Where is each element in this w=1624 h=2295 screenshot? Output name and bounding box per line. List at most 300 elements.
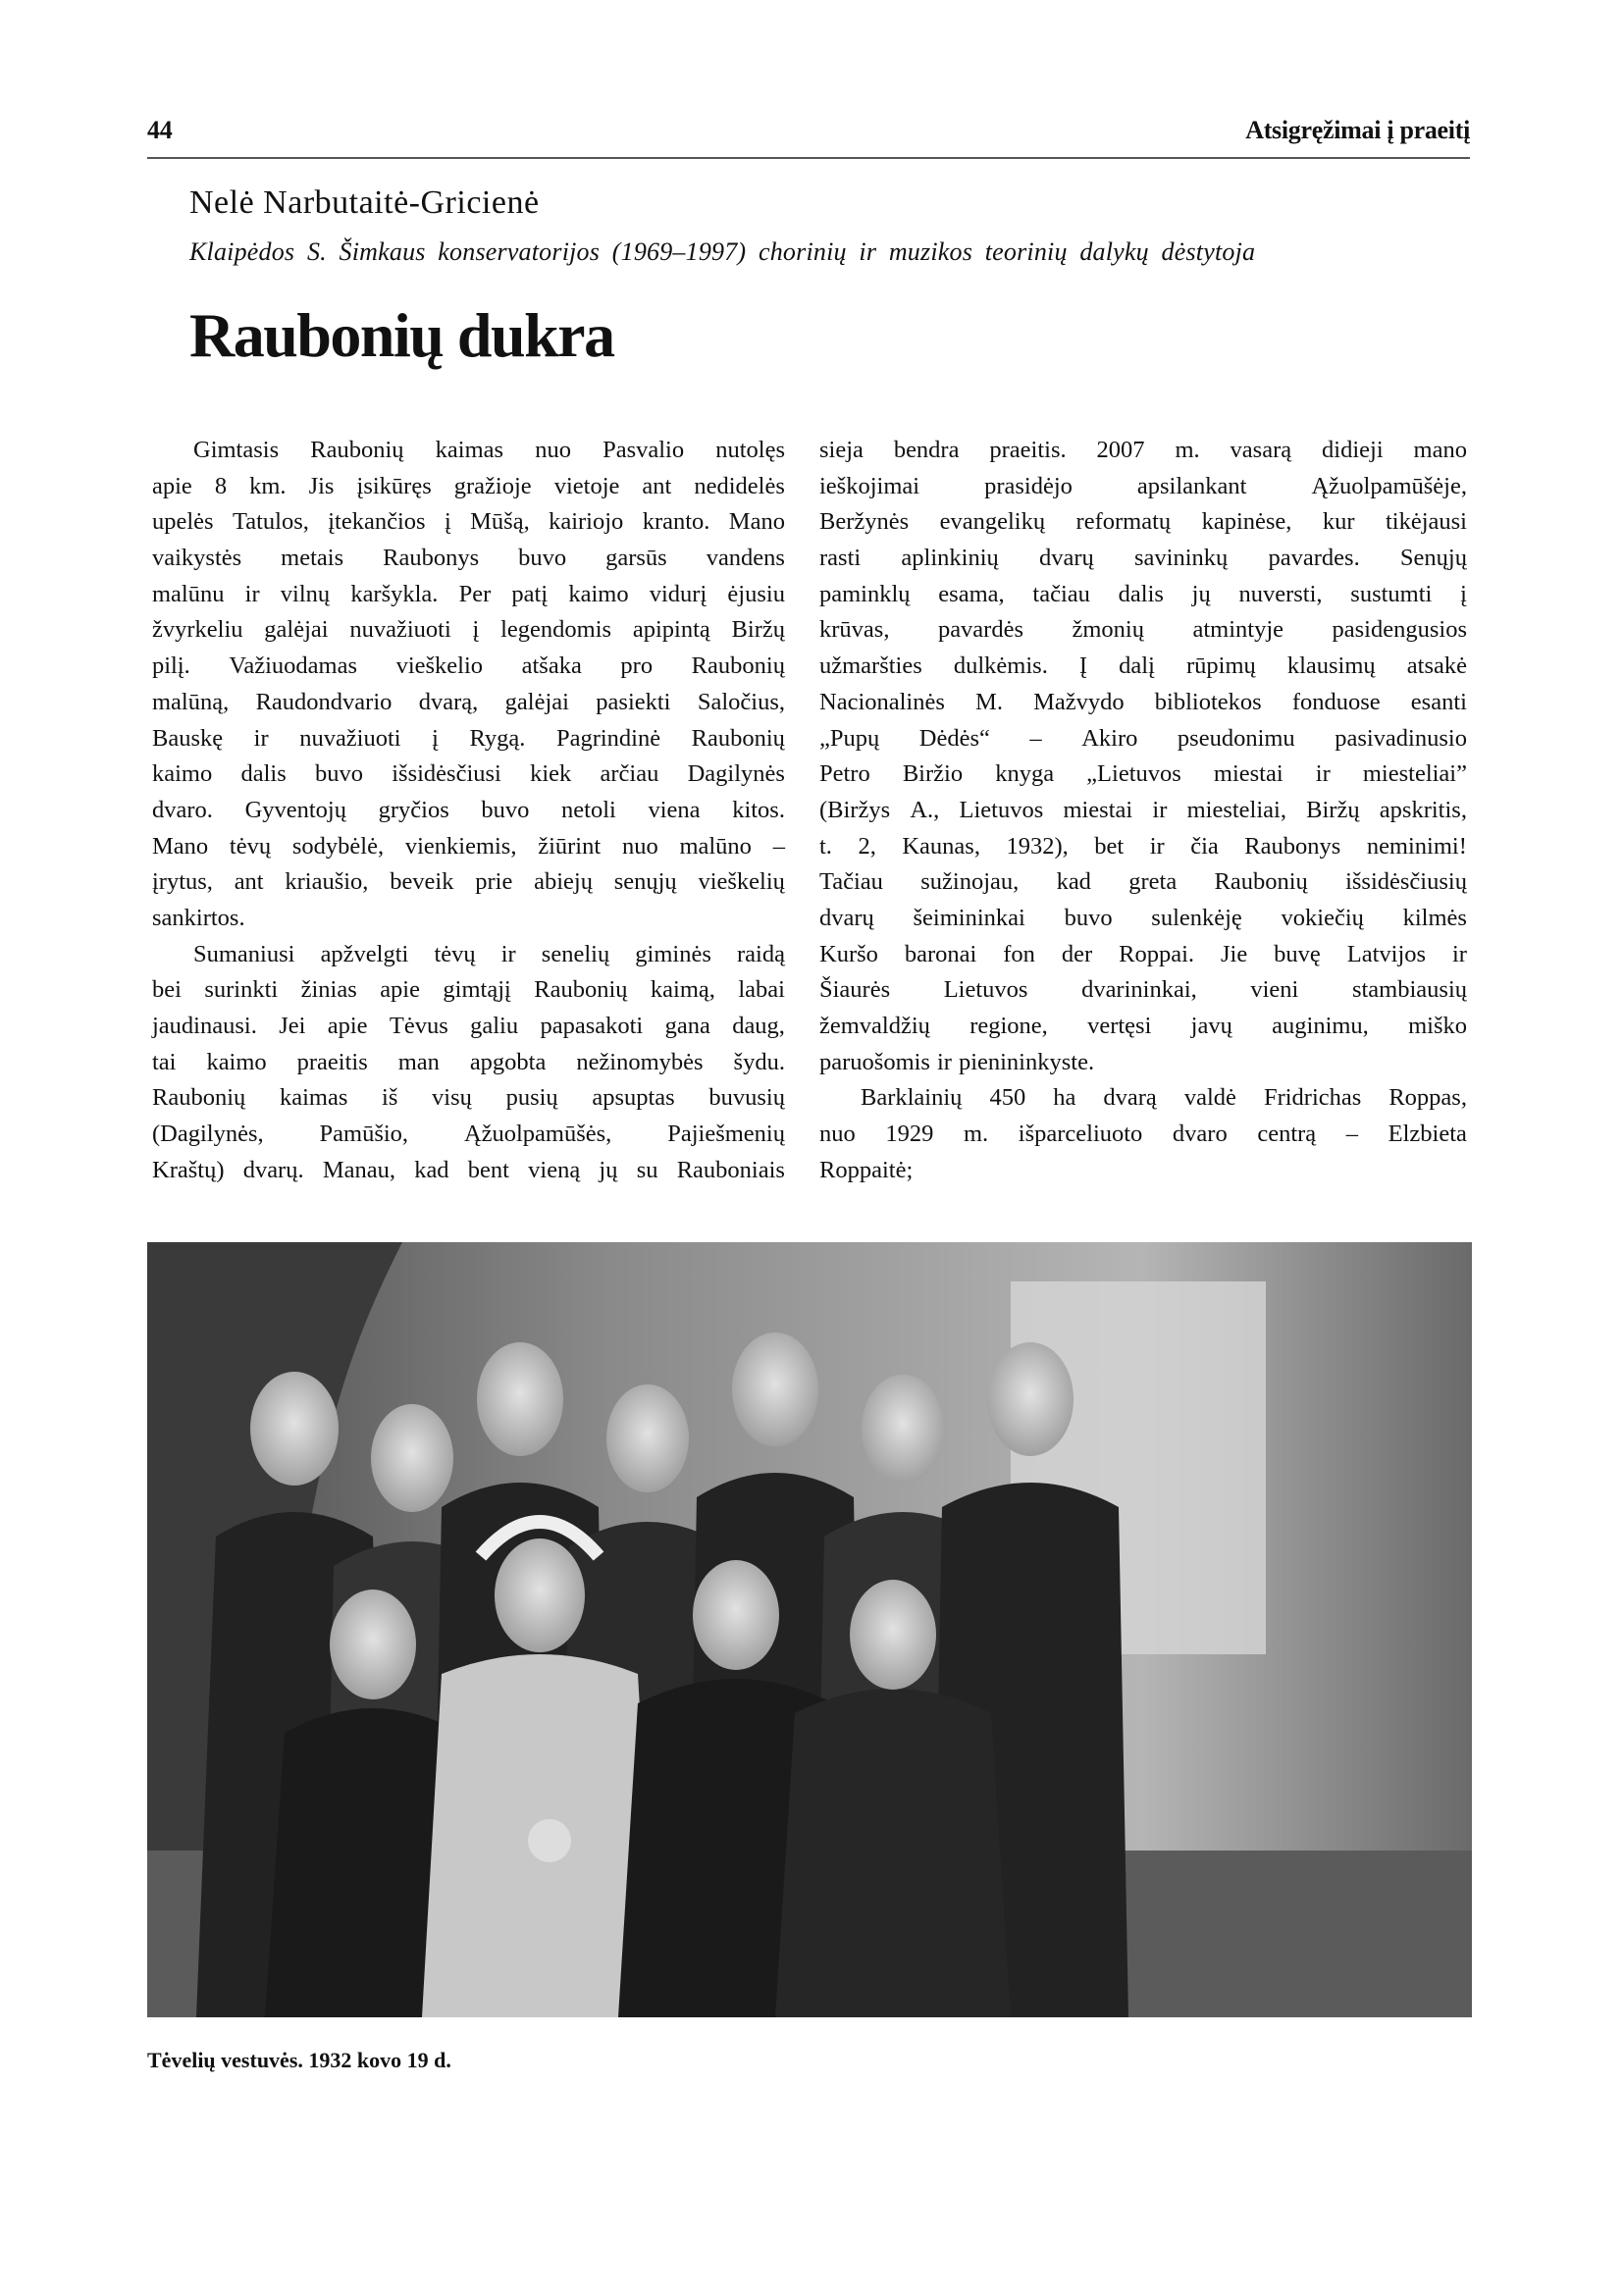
word: baronai [904,940,977,967]
word: įrytus, [152,868,213,896]
word: tėvų [229,832,272,860]
word: javų [1190,1013,1232,1039]
word: sulenkėję [1151,904,1242,931]
word: Mano [152,832,209,860]
word: kapinėse, [1201,508,1292,536]
word: viena [648,796,701,823]
word: nežinomybės [576,1048,704,1075]
word: vieškelio [395,652,484,680]
word: Biržio [902,760,964,788]
word: Petro [819,760,870,788]
word: – [1345,1121,1359,1148]
word: užmaršties [819,652,922,680]
author-name: Nelė Narbutaitė-Gricienė [189,184,540,221]
word: Beržynės [819,508,910,536]
word: kur [1322,508,1355,536]
word: Roppas, [1388,1084,1467,1112]
word: vienkiemis, [404,832,517,860]
text-line [819,901,1467,937]
word: ėjusiu [727,580,785,607]
word: giminės [635,940,711,967]
word: nuvažiuoti [299,724,401,752]
word: 450 [989,1084,1026,1112]
text-line [152,612,785,649]
word: Roppai. [1119,940,1195,967]
word: išsidėsčiusi [392,760,501,788]
text-line [152,1009,785,1045]
word: Mano [728,508,785,536]
word: m. [1175,437,1200,463]
word: atšaka [521,652,582,680]
word: Raubonių [534,976,628,1004]
word: pavardės [937,616,1024,644]
word: Raudondvario [255,688,393,715]
text-line [152,1045,785,1081]
word: Elzbieta [1388,1121,1467,1148]
word: kaimo [152,760,213,788]
text-line [819,1080,1467,1117]
word: Į [1078,652,1088,680]
text-line [819,649,1467,685]
word: tėvų [434,940,476,967]
word: dvaro. [152,796,213,823]
word: nuversti, [1238,580,1323,607]
word: evangelikų [939,508,1046,536]
word: Manau, [322,1156,395,1183]
word: miesteliai, [1186,796,1286,823]
word: dvarų [819,904,874,931]
word: dvarą, [418,688,479,715]
word: pienininkyste. [958,1048,1095,1075]
word: kaimo [206,1048,267,1075]
word: stambiausių [1351,976,1467,1004]
word: vieškelių [698,868,785,896]
word: nuo [819,1121,856,1148]
word: Lietuvos [943,976,1028,1004]
word: (Dagilynės, [152,1121,264,1148]
word: kaimo [568,580,629,607]
word: jaudinausi. [152,1013,257,1039]
word: Rauboniais [676,1156,785,1183]
word: nuo [621,832,658,860]
word: dalį [1119,652,1155,680]
word: praeitis [296,1048,368,1075]
word: ir [936,1048,952,1075]
word: kad [1056,868,1091,896]
word: Šiaurės [819,976,891,1004]
word: regione, [969,1013,1048,1039]
word: kilmės [1402,904,1467,931]
text-line [152,937,785,973]
word: Fridrichas [1263,1084,1362,1112]
word: tikėjausi [1385,508,1467,536]
word: atmintyje [1192,616,1284,644]
author-affiliation: Klaipėdos S. Šimkaus konservatorijos (1969–1997) chorinių ir muzikos teorinių dalykų dėstytoja [189,237,1256,266]
word: žinias [300,976,357,1004]
word: miestai [1063,796,1133,823]
word: patį [511,580,549,607]
word: buvę [1274,940,1321,967]
word: bendra [893,437,960,463]
word: Biržų [731,616,785,644]
word: pasidengusios [1332,616,1467,644]
word: visų [432,1084,472,1112]
word: vietoje [553,472,620,499]
text-line [152,901,785,937]
word: Nacionalinės [819,688,945,715]
word: Pasvalio [602,437,685,463]
word: šydu. [733,1048,785,1075]
text-line [152,433,785,469]
word: upelės [152,508,214,536]
word: paruošomis [819,1048,930,1075]
word: sustumti [1350,580,1433,607]
word: kiek [530,760,572,788]
word: ant [642,472,672,499]
word: kairiojo [549,508,624,536]
word: ir [1149,832,1165,860]
word: malūno [679,832,752,860]
word: – [772,832,785,860]
word: vasarą [1230,437,1292,463]
text-line [152,756,785,793]
word: rūpimų [1185,652,1256,680]
photo-image [147,1242,1472,2017]
word: Rygą. [469,724,526,752]
word: dalis [1118,580,1164,607]
word: Ąžuolpamūšės, [463,1121,612,1148]
word: Gimtasis [193,437,280,463]
word: čia [1190,832,1219,860]
word: aplinkinių [901,545,999,572]
word: – [1029,724,1042,752]
word: 1932), [1006,832,1069,860]
word: vidurį [649,580,707,607]
text-line [819,972,1467,1009]
word: vilnų [280,580,331,607]
word: dvaro [1172,1121,1228,1148]
word: 8 [214,472,228,499]
word: apgobta [469,1048,547,1075]
word: įtekančios [328,508,426,536]
word: kaimas [279,1084,348,1112]
word: km. [249,472,287,499]
text-line [819,864,1467,901]
word: esama, [938,580,1005,607]
word: Bauskę [152,724,224,752]
word: sankirtos. [152,904,245,931]
word: senelių [541,940,610,967]
word: Jie [1221,940,1248,967]
word: prie [475,868,513,896]
word: ha [1053,1084,1076,1112]
word: į [444,508,451,536]
text-line [819,541,1467,577]
text-line [819,612,1467,649]
word: apie [380,976,420,1004]
text-line [819,1009,1467,1045]
word: tai [152,1048,177,1075]
word: papasakoti [540,1013,644,1039]
word: pseudonimu [1177,724,1295,752]
text-line [152,469,785,505]
text-line [819,756,1467,793]
word: Sumaniusi [193,940,295,967]
word: abiejų [534,868,593,896]
word: Ąžuolpamūšėje, [1311,472,1467,499]
word: buvusių [708,1084,785,1112]
word: dulkėmis. [953,652,1048,680]
word: netoli [561,796,616,823]
word: A., [910,796,940,823]
text-line [819,433,1467,469]
text-line [152,721,785,757]
word: Lietuvos [959,796,1044,823]
text-line [152,1153,785,1189]
word: praeitis. [989,437,1067,463]
word: M. [975,688,1003,715]
word: galiu [470,1013,519,1039]
word: greta [1128,868,1178,896]
word: man [397,1048,440,1075]
text-line [152,1080,785,1117]
text-line [819,1153,1467,1189]
text-line [819,685,1467,721]
word: į [472,616,480,644]
word: karšykla. [350,580,439,607]
word: klausimų [1286,652,1376,680]
word: Latvijos [1346,940,1427,967]
word: išparceliuoto [1018,1121,1143,1148]
word: ir [244,580,260,607]
word: pasiekti [596,688,671,715]
word: pavardes. [1268,545,1360,572]
text-column-right [819,433,1467,1188]
word: der [1061,940,1093,967]
word: Pamūšio, [319,1121,409,1148]
word: galėjai [264,616,329,644]
word: reformatų [1075,508,1172,536]
word: Kuršo [819,940,878,967]
word: Tačiau [819,868,883,896]
word: ieškojimai [819,472,920,499]
word: dvarą [1103,1084,1157,1112]
word: bibliotekos [1154,688,1262,715]
word: Raubonių [691,652,785,680]
word: nutolęs [715,437,785,463]
word: žiūrint [538,832,602,860]
word: Pagrindinė [555,724,661,752]
word: valdė [1183,1084,1236,1112]
word: Saločius, [697,688,785,715]
word: garsūs [605,545,667,572]
word: savininkų [1134,545,1229,572]
word: į [432,724,439,752]
word: pilį. [152,652,190,680]
page-number: 44 [147,116,173,144]
word: legendomis [500,616,612,644]
word: Jei [279,1013,306,1039]
text-line [152,972,785,1009]
word: Tatulos, [232,508,309,536]
word: krūvas, [819,616,890,644]
word: Važiuodamas [229,652,357,680]
word: vieną [528,1156,581,1183]
text-line [819,721,1467,757]
word: Mūšą, [470,508,530,536]
word: apžvelgti [320,940,409,967]
word: atsakė [1406,652,1467,680]
word: sieja [819,437,864,463]
word: Raubonių [152,1084,246,1112]
word: ir [253,724,269,752]
word: apsilankant [1136,472,1247,499]
word: gryčios [378,796,449,823]
word: arčiau [600,760,659,788]
word: Dagilynės [687,760,785,788]
word: Kaunas, [902,832,980,860]
word: surinkti [204,976,279,1004]
word: apie [152,472,192,499]
text-line [152,685,785,721]
word: m. [963,1121,989,1148]
word: auginimu, [1272,1013,1369,1039]
word: prasidėjo [984,472,1073,499]
word: dvarų [1038,545,1094,572]
word: Kraštų) [152,1156,225,1183]
word: senųjų [613,868,677,896]
text-line [819,577,1467,613]
text-line [152,541,785,577]
text-line [819,937,1467,973]
word: buvo [315,760,363,788]
word: vaikystės [152,545,242,572]
word: sužinojau, [920,868,1020,896]
word: su [636,1156,658,1183]
text-line [152,1117,785,1153]
word: ir [1315,760,1331,788]
word: buvo [481,796,530,823]
photo-caption: Tėvelių vestuvės. 1932 kovo 19 d. [147,2048,451,2072]
word: bent [467,1156,509,1183]
word: Raubonys [383,545,480,572]
word: metais [281,545,344,572]
word: Raubonių [1214,868,1308,896]
word: nuvažiuoti [349,616,451,644]
word: apie [327,1013,368,1039]
word: beveik [390,868,454,896]
word: kad [414,1156,449,1183]
text-line [152,864,785,901]
word: žemvaldžių [819,1013,930,1039]
text-line [152,793,785,829]
word: Roppaitė; [819,1156,914,1183]
word: Biržų [1306,796,1360,823]
word: kaimą, [650,976,715,1004]
word: Jis [308,472,335,499]
word: daug, [732,1013,785,1039]
word: dalis [240,760,287,788]
word: iš [382,1084,398,1112]
word: kaimas [435,437,504,463]
word: mano [1413,437,1467,463]
word: pasivadinusio [1335,724,1467,752]
word: galėjai [504,688,569,715]
header-rule [147,157,1470,159]
running-header-section-title: Atsigręžimai į praeitį [1245,116,1470,144]
text-line [152,577,785,613]
word: fonduose [1291,688,1381,715]
word: miestai [1213,760,1283,788]
word: sodybėlė, [291,832,385,860]
text-line [819,1045,1467,1081]
word: Senųjų [1399,545,1467,572]
word: Per [458,580,492,607]
word: jų [599,1156,618,1183]
word: malūnu [152,580,225,607]
word: malūną, [152,688,230,715]
word: įsikūręs [356,472,432,499]
word: išsidėsčiusių [1345,868,1467,896]
word: bet [1094,832,1125,860]
word: miesteliai” [1362,760,1467,788]
word: vandens [706,545,785,572]
word: „Pupų [819,724,880,752]
word: vokiečių [1281,904,1364,931]
word: 1929 [885,1121,934,1148]
word: pro [620,652,654,680]
article-title: Raubonių dukra [189,300,614,370]
word: t. [819,832,832,860]
word: gimtąjį [443,976,511,1004]
word: jų [1191,580,1211,607]
word: nedidelės [694,472,785,499]
word: knyga [995,760,1055,788]
text-line [819,1117,1467,1153]
wedding-group-photo [147,1242,1472,2017]
word: vieni [1250,976,1299,1004]
word: Barklainių [861,1084,963,1112]
word: apsuptas [592,1084,675,1112]
text-line [819,793,1467,829]
word: žmonių [1072,616,1144,644]
text-line [152,504,785,541]
word: 2007 [1096,437,1145,463]
text-line [819,829,1467,865]
word: Tėvus [389,1013,448,1039]
word: kranto. [642,508,710,536]
word: didieji [1322,437,1384,463]
word: apipintą [632,616,710,644]
text-line [819,504,1467,541]
word: gražioje [453,472,532,499]
word: esanti [1410,688,1467,715]
word: dvarų. [242,1156,304,1183]
word: (Biržys [819,796,891,823]
word: 2, [858,832,876,860]
text-column-left [152,433,785,1188]
word: paminklų [819,580,911,607]
word: Gyventojų [244,796,346,823]
word: žvyrkeliu [152,616,243,644]
word: kitos. [732,796,785,823]
word: Raubonys [1244,832,1341,860]
word: rasti [819,545,862,572]
word: raidą [736,940,785,967]
word: fon [1003,940,1035,967]
word: Raubonių [691,724,785,752]
word: vertęsi [1087,1013,1152,1039]
